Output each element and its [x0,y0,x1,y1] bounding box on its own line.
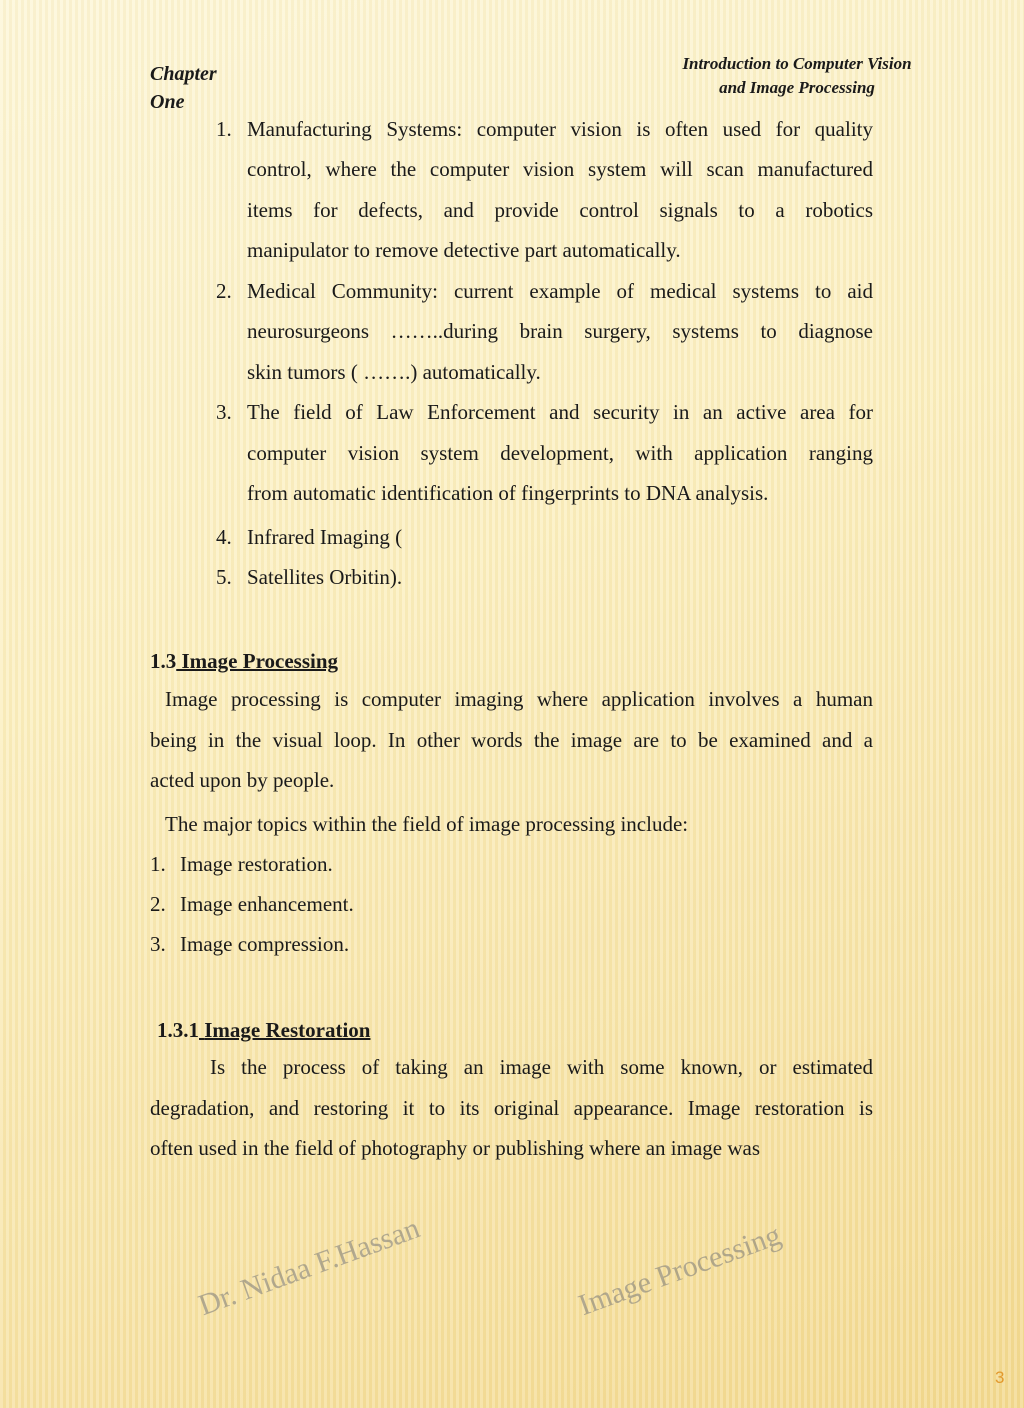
running-title [652,52,942,100]
chapter-line2: One [150,91,185,113]
topics-intro: The major topics within the field of image processing include: [165,812,689,836]
list-line: The field of Law Enforcement and security in an active area for [247,400,873,424]
paragraph-line: degradation, and restoring it to its original appearance. Image restoration is [150,1096,873,1120]
title-line2: and Image Processing [719,78,875,97]
topic-item: Image enhancement. [180,892,354,916]
section-number: 1.3.1 [157,1018,199,1042]
list-line: Satellites Orbitin). [247,565,403,589]
list-line: Manufacturing Systems: computer vision is often used for quality [247,117,873,141]
topic-item: Image compression. [180,932,350,956]
chapter-line1: Chapter [150,63,217,85]
paragraph-line: acted upon by people. [150,768,335,792]
list-number: 4. [216,525,232,549]
chapter-label [150,60,217,116]
section-title: Image Restoration [204,1018,371,1042]
list-line: Infrared Imaging ( [247,525,403,549]
topic-number: 1. [150,852,166,876]
list-line: manipulator to remove detective part automatically. [247,238,681,262]
section-heading-image-restoration [157,1017,370,1043]
topic-item: Image restoration. [180,852,333,876]
list-number: 3. [216,400,232,424]
topic-number: 3. [150,932,166,956]
section-title: Image Processing [181,649,339,673]
title-line1: Introduction to Computer Vision [682,54,912,73]
list-line: skin tumors ( …….) automatically. [247,360,541,384]
paragraph-line: Is the process of taking an image with some known, or estimated [210,1055,873,1079]
paragraph-line: often used in the field of photography or publishing where an image was [150,1136,761,1160]
paragraph-line: being in the visual loop. In other words the image are to be examined and a [150,728,873,752]
list-line: computer vision system development, with application ranging [247,441,873,465]
section-number: 1.3 [150,649,177,673]
topic-number: 2. [150,892,166,916]
list-line: items for defects, and provide control signals to a robotics [247,198,873,222]
paragraph-line: Image processing is computer imaging where application involves a human [165,687,873,711]
list-line: neurosurgeons ……..during brain surgery, systems to diagnose [247,319,873,343]
page-number: 3 [995,1368,1005,1387]
watermark-subject: Image Processing [574,1218,786,1323]
list-line: Medical Community: current example of medical systems to aid [247,279,873,303]
list-line: from automatic identification of fingerprints to DNA analysis. [247,481,769,505]
list-number: 1. [216,117,232,141]
list-line: control, where the computer vision system will scan manufactured [247,157,873,181]
list-number: 2. [216,279,232,303]
list-number: 5. [216,565,232,589]
section-heading-image-processing [150,648,338,674]
watermark-author: Dr. Nidaa F.Hassan [194,1211,425,1323]
